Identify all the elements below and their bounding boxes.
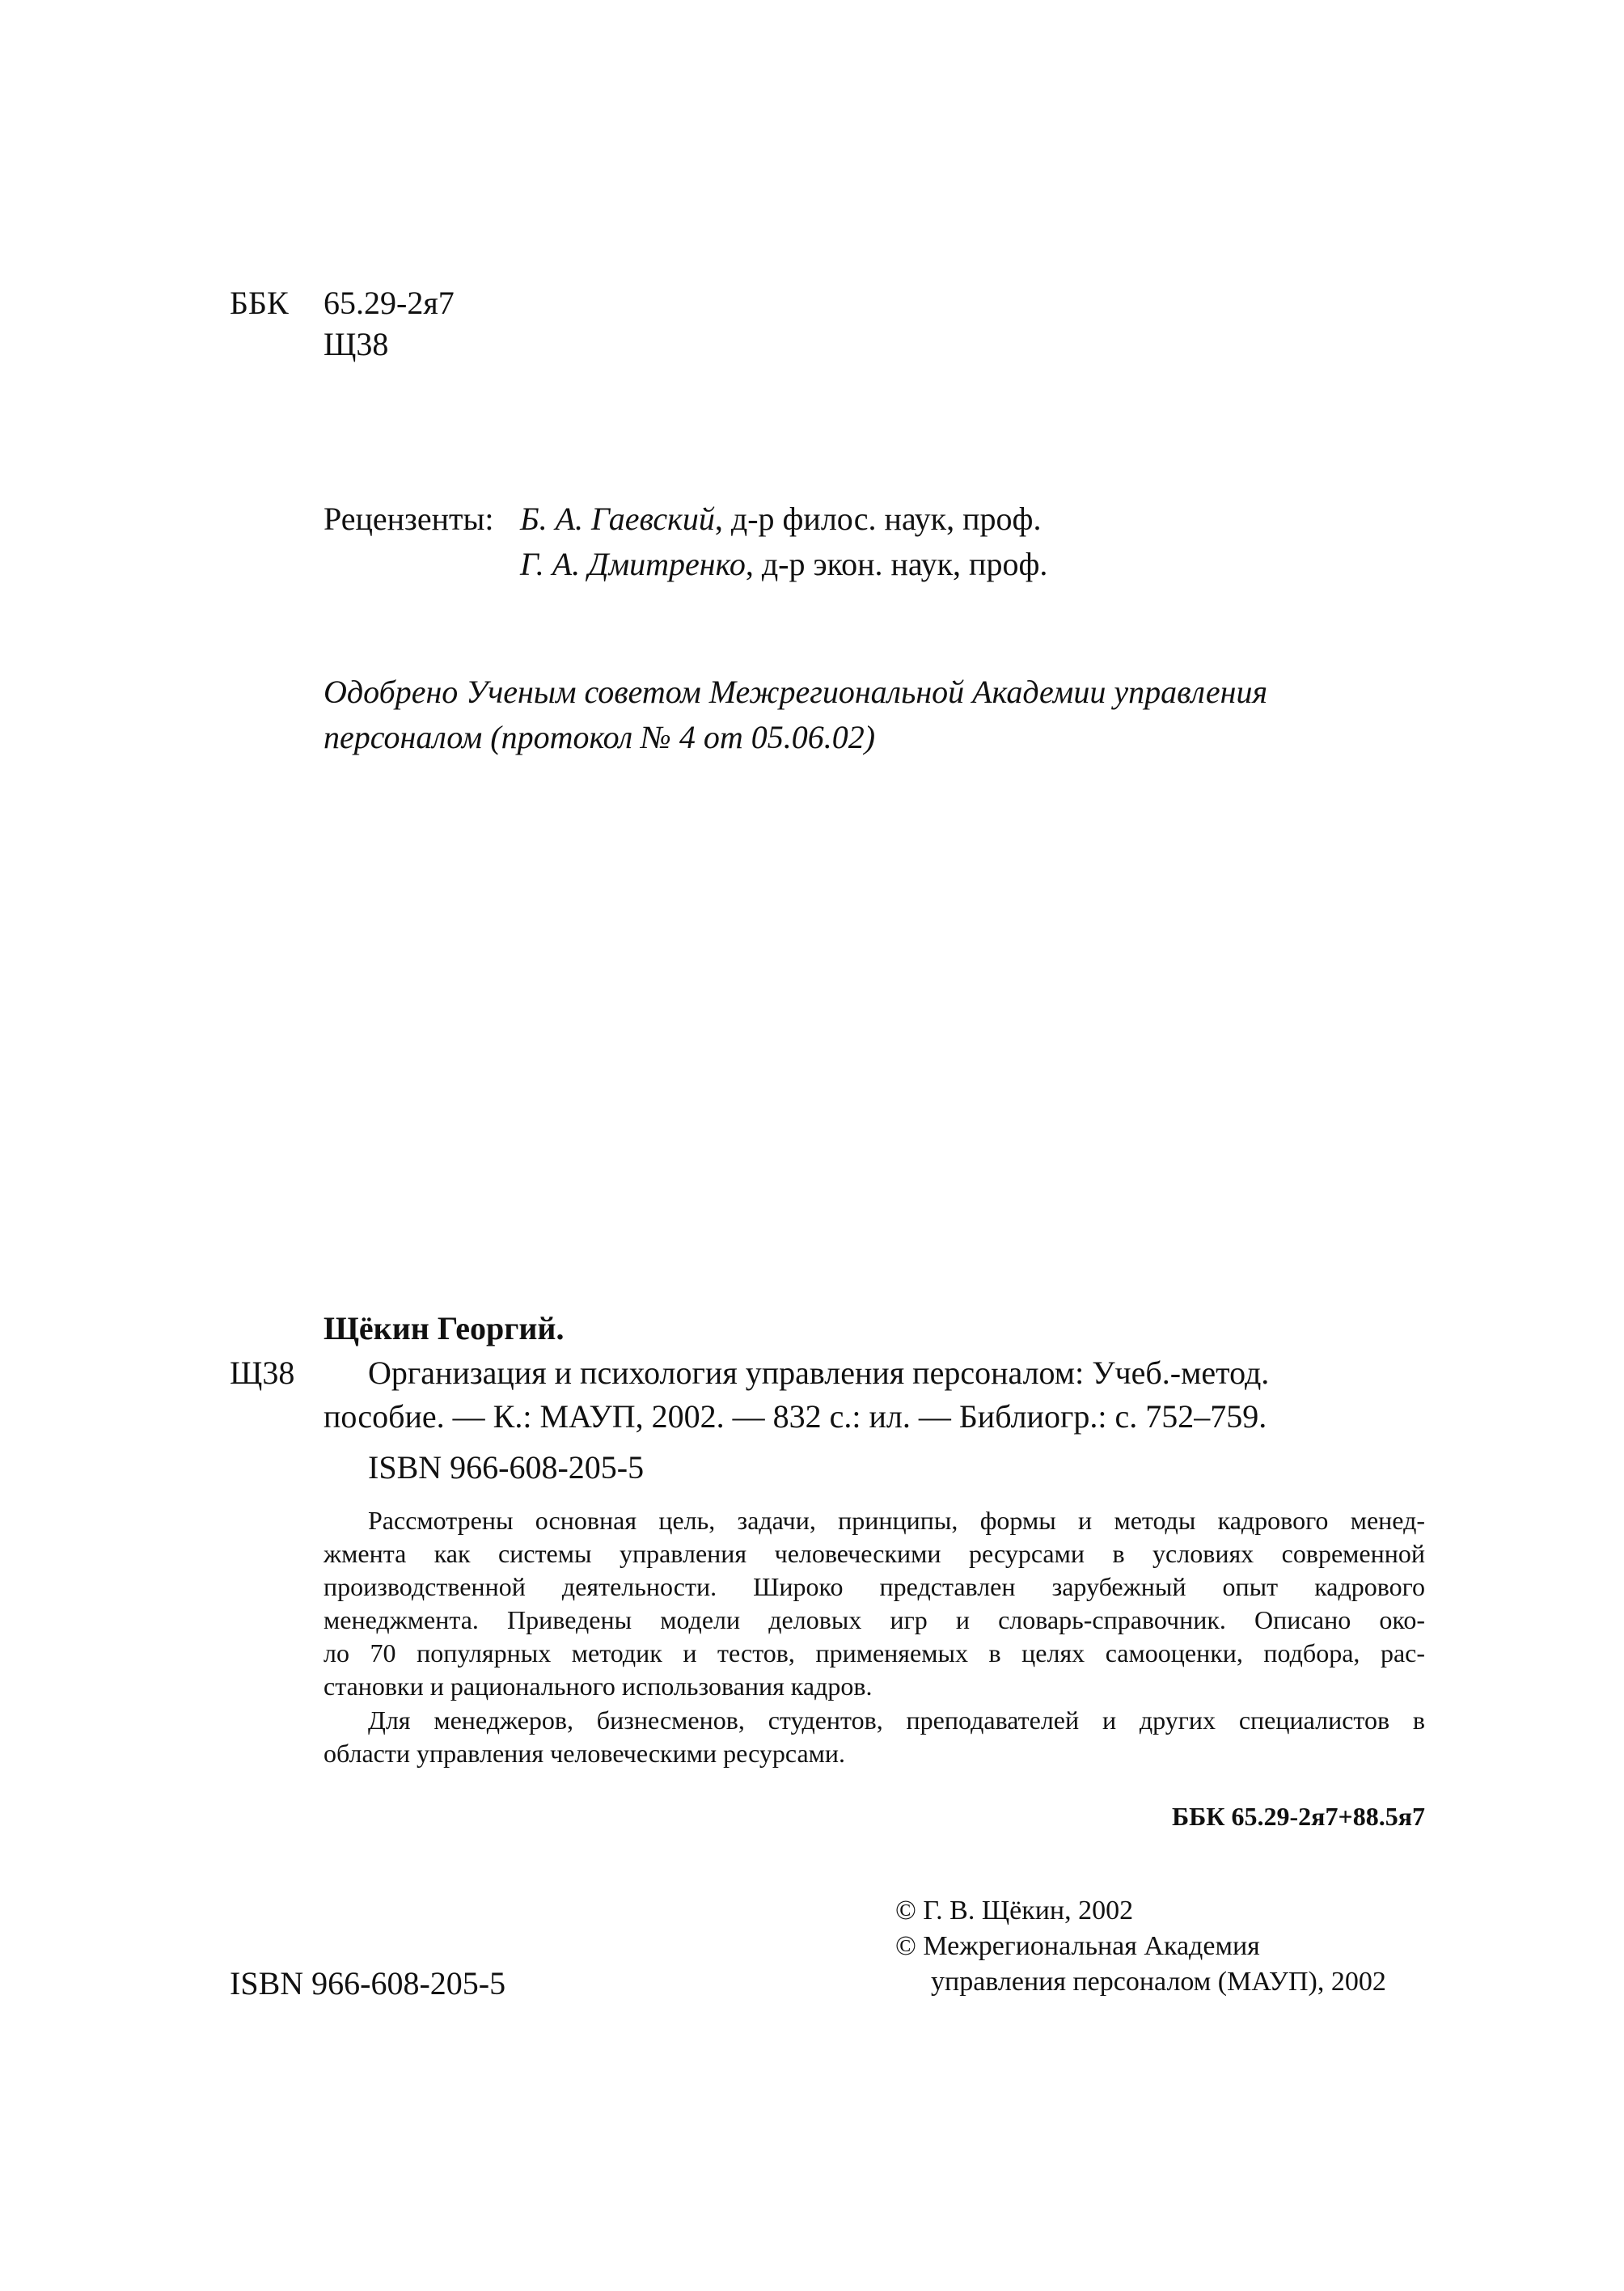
annotation-line-3: производственной деятельности. Широко представлен зарубежный опыт кадрового xyxy=(324,1572,1425,1601)
approval-line-2: персоналом (протокол № 4 от 05.06.02) xyxy=(324,719,876,755)
catalog-author: Щёкин Георгий. xyxy=(324,1310,565,1346)
audience-line-2: области управления человеческими ресурсами. xyxy=(324,1739,846,1768)
reviewer-1-title: , д-р филос. наук, проф. xyxy=(714,501,1042,537)
annotation-line-2: жмента как системы управления человеческими ресурсами в условиях современной xyxy=(324,1539,1425,1568)
bbk-code: 65.29-2я7 xyxy=(324,285,455,321)
approval-line-1: Одобрено Ученым советом Межрегиональной Академии управления xyxy=(324,674,1268,710)
annotation-line-6: становки и рационального использования кадров. xyxy=(324,1672,873,1701)
copyright-line-2: © Межрегиональная Академия xyxy=(895,1931,1260,1961)
bbk-label: ББК xyxy=(230,285,289,321)
catalog-title-line-1: Организация и психология управления персоналом: Учеб.-метод. xyxy=(368,1355,1270,1391)
catalog-title-line-2: пособие. — К.: МАУП, 2002. — 832 с.: ил. — Библиогр.: с. 752–759. xyxy=(324,1398,1267,1435)
catalog-sign: Щ38 xyxy=(230,1355,295,1391)
copyright-line-1: © Г. В. Щёкин, 2002 xyxy=(895,1896,1134,1925)
reviewer-1 xyxy=(520,497,1041,542)
bottom-isbn: ISBN 966-608-205-5 xyxy=(230,1965,506,2001)
reviewers-label: Рецензенты: xyxy=(324,501,494,537)
annotation-line-4: менеджмента. Приведены модели деловых игр и словарь-справочник. Описано око- xyxy=(324,1605,1425,1634)
catalog-isbn: ISBN 966-608-205-5 xyxy=(368,1449,645,1486)
reviewer-2 xyxy=(520,542,1047,587)
reviewer-2-name: Г. А. Дмитренко xyxy=(520,546,746,582)
annotation-line-5: ло 70 популярных методик и тестов, применяемых в целях самооценки, подбора, рас- xyxy=(324,1638,1425,1668)
annotation-line-1: Рассмотрены основная цель, задачи, принципы, формы и методы кадрового менед- xyxy=(368,1506,1425,1535)
bbk-full: ББК 65.29-2я7+88.5я7 xyxy=(1171,1802,1425,1831)
reviewer-2-title: , д-р экон. наук, проф. xyxy=(745,546,1048,582)
audience-line-1: Для менеджеров, бизнесменов, студентов, преподавателей и других специалистов в xyxy=(368,1706,1425,1735)
author-sign: Щ38 xyxy=(324,326,389,362)
reviewer-1-name: Б. А. Гаевский xyxy=(520,501,715,537)
copyright-line-3: управления персоналом (МАУП), 2002 xyxy=(931,1967,1386,1997)
